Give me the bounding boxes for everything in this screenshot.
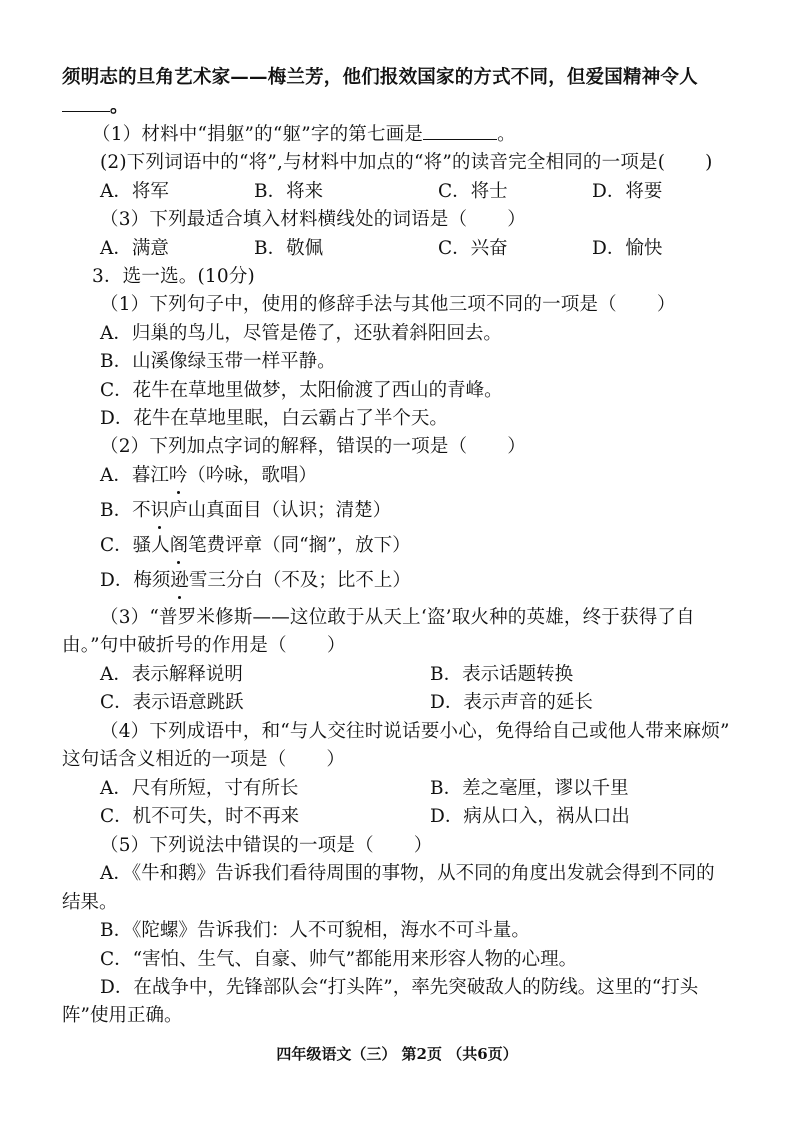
q3-sub4-option-c[interactable]: C．机不可失，时不再来 (100, 806, 300, 827)
q3-sub5-option-c[interactable]: C．“害怕、生气、自豪、帅气”都能用来形容人物的心理。 (100, 949, 578, 970)
q3-sub1-text: （1）下列句子中，使用的修辞手法与其他三项不同的一项是（ (100, 294, 617, 315)
q3-sub1-option-c[interactable]: C．花牛在草地里做梦，太阳偷渡了西山的青峰。 (100, 380, 503, 401)
q3-sub2-option-a[interactable] (100, 464, 317, 488)
q3-sub3-option-b[interactable]: B．表示话题转换 (430, 664, 574, 685)
q3-title: 3．选一选。(10分) (92, 266, 255, 287)
option-text: D．梅须 (100, 570, 171, 591)
q3-sub5-option-a[interactable]: A．《牛和鹅》告诉我们看待周围的事物，从不同的角度出发就会得到不同的 (100, 863, 715, 884)
q3-sub5-stem (100, 834, 432, 858)
q3-sub2-close: ） (507, 436, 526, 457)
q2-sub2-stem (100, 151, 713, 175)
intro-text-2: 。 (110, 96, 129, 117)
q3-sub2-option-b[interactable] (100, 499, 391, 523)
q2-sub3-option-c[interactable]: C．兴奋 (438, 238, 508, 259)
option-text: 笔费评章（同“搁”，放下） (188, 535, 411, 556)
q3-sub5-close: ） (413, 835, 433, 856)
dotted-char: 识 (150, 500, 170, 521)
intro-line-2 (62, 95, 129, 119)
q2-sub3-stem (100, 208, 526, 232)
intro-text-1: 须明志的旦角艺术家——梅兰芳，他们报效国家的方式不同，但爱国精神令人 (62, 67, 698, 88)
option-text: 雪三分白（不及；比不上） (188, 570, 411, 591)
q3-sub4-option-b[interactable]: B．差之毫厘，谬以千里 (430, 778, 629, 799)
q3-sub1-option-a[interactable]: A．归巢的鸟儿，尽管是倦了，还驮着斜阳回去。 (100, 323, 502, 344)
q3-sub5-text: （5）下列说法中错误的一项是（ (100, 835, 374, 856)
q3-sub3-stem-1: （3）“普罗米修斯——这位敢于从天上‘盗’取火种的英雄，终于获得了自 (100, 607, 695, 628)
q2-sub3-option-b[interactable]: B．敬佩 (254, 238, 324, 259)
q3-sub3-option-d[interactable]: D．表示声音的延长 (430, 692, 593, 713)
dotted-char: 阁 (169, 535, 189, 556)
q3-sub2-text: （2）下列加点字词的解释，错误的一项是（ (100, 436, 468, 457)
q3-sub3-close: ） (326, 635, 346, 656)
q3-sub3-text: 由。”句中破折号的作用是（ (62, 635, 287, 656)
q2-sub3-close: ） (507, 209, 526, 230)
q2-sub2-option-b[interactable]: B．将来 (254, 181, 324, 202)
intro-line-1 (62, 66, 698, 90)
q2-sub1-text: （1）材料中“捐躯”的“躯”字的第七画是 (92, 124, 424, 145)
q2-sub3-text: （3）下列最适合填入材料横线处的词语是（ (100, 209, 468, 230)
q3-sub4-stem-1: （4）下列成语中，和“与人交往时说话要小心，免得给自己或他人带来麻烦” (100, 721, 730, 742)
option-text: 庐山真面目（认识；清楚） (169, 500, 392, 521)
q3-sub4-option-a[interactable]: A．尺有所短，寸有所长 (100, 778, 299, 799)
q3-sub4-option-d[interactable]: D．病从口入，祸从口出 (430, 806, 630, 827)
q2-sub3-option-a[interactable]: A．满意 (100, 238, 169, 259)
stroke-answer-blank[interactable] (423, 123, 497, 140)
q3-sub4-stem-2 (62, 748, 345, 772)
option-text: （吟咏，歌唱） (187, 465, 317, 486)
q3-sub4-text: 这句话含义相近的一项是（ (62, 749, 287, 770)
q2-sub3-option-d[interactable]: D．愉快 (592, 238, 663, 259)
q3-sub1-close: ） (656, 294, 676, 315)
q3-sub3-stem-2 (62, 634, 346, 658)
q3-sub4-close: ） (326, 749, 346, 770)
q3-sub1-stem (100, 293, 676, 317)
page-footer: 四年级语文（三） 第2页 （共6页） (276, 1045, 518, 1063)
option-text: B．不 (100, 500, 151, 521)
q3-sub1-option-b[interactable]: B．山溪像绿玉带一样平静。 (100, 351, 336, 372)
answer-blank[interactable] (62, 95, 110, 112)
q3-sub2-option-c[interactable] (100, 534, 411, 558)
q3-sub2-option-d[interactable] (100, 569, 411, 593)
q2-sub2-option-c[interactable]: C．将士 (438, 181, 508, 202)
q2-sub1-suffix: 。 (497, 124, 516, 145)
q3-sub3-option-a[interactable]: A．表示解释说明 (100, 664, 243, 685)
dotted-char: 逊 (170, 570, 189, 591)
dotted-char: 吟 (168, 465, 188, 486)
q2-sub2-close: ) (705, 152, 713, 173)
q3-sub5-option-b[interactable]: B．《陀螺》告诉我们：人不可貌相，海水不可斗量。 (100, 920, 530, 941)
q3-sub2-stem (100, 435, 526, 459)
option-text: C．骚人 (100, 535, 170, 556)
q3-sub5-option-d[interactable]: D．在战争中，先锋部队会“打头阵”，率先突破敌人的防线。这里的“打头 (100, 977, 699, 998)
q2-sub1-stem (92, 123, 516, 147)
q2-sub2-text: (2)下列词语中的“将”,与材料中加点的“将”的读音完全相同的一项是( (100, 152, 666, 173)
q3-sub5-option-a-cont: 结果。 (62, 892, 118, 913)
q2-sub2-option-a[interactable]: A．将军 (100, 181, 169, 202)
q3-sub1-option-d[interactable]: D．花牛在草地里眠，白云霸占了半个天。 (100, 408, 448, 429)
q3-sub3-option-c[interactable]: C．表示语意跳跃 (100, 692, 244, 713)
option-text: A．暮江 (100, 465, 169, 486)
q3-sub5-option-d-cont: 阵”使用正确。 (62, 1005, 183, 1026)
q2-sub2-option-d[interactable]: D．将要 (592, 181, 663, 202)
